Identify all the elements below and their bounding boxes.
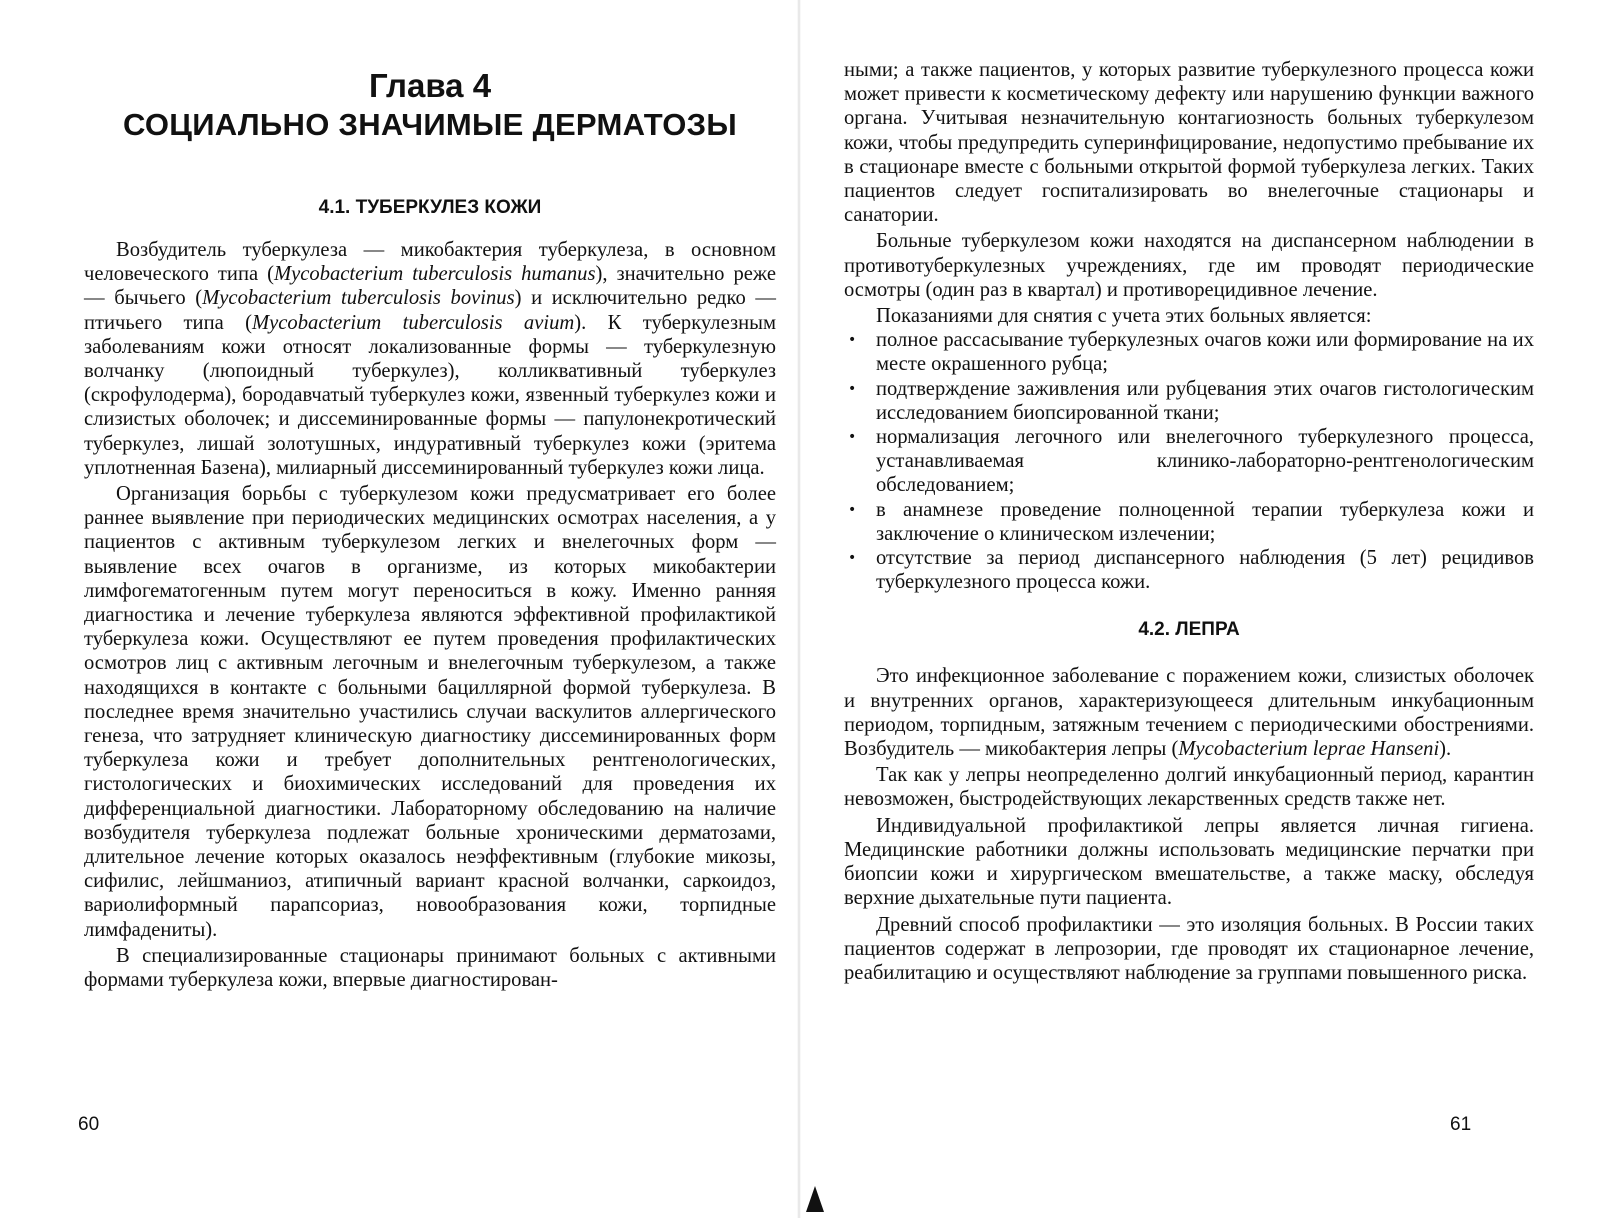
list-item xyxy=(844,546,1534,594)
section-title-tuberculosis: 4.1. ТУБЕРКУЛЕЗ КОЖИ xyxy=(318,197,542,218)
section-title-leprosy: 4.2. ЛЕПРА xyxy=(1138,619,1240,641)
paragraph-leprosy-definition xyxy=(844,664,1534,761)
paragraph-tb-organization: Организация борьбы с туберкулезом кожи предусматривает его более раннее выявление при периодических медицинских осмотрах населения, а у пациентов с активным туберкулезом легких и внелегочных форм — выявление всех очагов в организме, из которых микобактерии лимфогематогенным путем могут переноситься в кожу. Именно ранняя диагностика и лечение туберкулеза являются эффективной профилактикой туберкулеза кожи. Осуществляют ее путем проведения профилактических осмотров лиц с активным легочным и внелегочным туберкулезом, а также находящихся в контакте с больными бациллярной формой туберкулеза. В последнее время значительно участились случаи васкулитов аллергического генеза, что затрудняет клиническую диагностику диссеминированных форм туберкулеза кожи и требует дополнительных рентгенологических, гистологических и биохимических исследований для проведения их дифференциальной диагностики. Лабораторному обследованию на наличие возбудителя туберкулеза подлежат больные хроническими дерматозами, длительное лечение которых оказалось неэффективным (глубокие микозы, сифилис, лейшманиоз, атипичный вариант красной волчанки, саркоидоз, вариолиформный парапсориаз, новообразования кожи, торпидные лимфадениты). xyxy=(84,483,776,941)
paragraph-tb-hospitals: В специализированные стационары принимают больных с активными формами туберкулеза кожи, впервые диагностирован- xyxy=(84,944,776,992)
latin-term: Mycobacterium tuberculosis avium xyxy=(252,311,575,334)
list-item-text: нормализация легочного или внелегочного туберкулезного процесса, устанавливаемая клинико-лабораторно-рентгенологическим обследованием; xyxy=(876,426,1534,497)
list-item-text: отсутствие за период диспансерного наблюдения (5 лет) рецидивов туберкулезного процесса кожи. xyxy=(876,547,1534,594)
paragraph-leprosy-isolation: Древний способ профилактики — это изоляция больных. В России таких пациентов содержат в лепрозории, где проводят их стационарное лечение, реабилитацию и осуществляют наблюдение за группами повышенного риска. xyxy=(844,913,1534,984)
list-item-text: в анамнезе проведение полноценной терапии туберкулеза кожи и заключение о клиническом излечении; xyxy=(876,498,1534,545)
page-number-right: 61 xyxy=(1450,1114,1472,1135)
text-run: ) и исключительно редко — птичьего типа ( xyxy=(84,287,776,334)
bullet-icon: • xyxy=(848,550,857,567)
text-run: Возбудитель туберкулеза — микобактерия туберкулеза, в основном человеческого типа ( xyxy=(84,239,776,286)
paragraph-tb-pathogen xyxy=(84,238,776,480)
list-item xyxy=(844,377,1534,425)
list-item-text: полное рассасывание туберкулезных очагов кожи или формирование на их месте окрашенного рубца; xyxy=(876,329,1534,376)
list-item-text: подтверждение заживления или рубцевания этих очагов гистологическим исследованием биопсированной ткани; xyxy=(876,377,1534,424)
bullet-icon: • xyxy=(848,429,857,446)
chapter-title: СОЦИАЛЬНО ЗНАЧИМЫЕ ДЕРМАТОЗЫ xyxy=(122,107,738,142)
chapter-heading xyxy=(84,66,776,144)
bullet-icon: • xyxy=(848,501,857,518)
list-item xyxy=(844,498,1534,546)
page-number-left: 60 xyxy=(78,1114,100,1135)
text-run: ), значительно реже — бычьего ( xyxy=(84,263,776,310)
latin-term: Mycobacterium leprae Hanseni xyxy=(1178,738,1440,761)
paragraph-tb-continuation: ными; а также пациентов, у которых развитие туберкулезного процесса кожи может привести к косметическому дефекту или нарушению функции важного органа. Учитывая незначительную контагиозность больных туберкулезом кожи, чтобы предупредить суперинфицирование, недопустимо пребывание их в стационаре вместе с больными открытой формой туберкулеза легких. Таких пациентов следует госпитализировать во внелегочные стационары и санатории. xyxy=(844,59,1534,227)
latin-term: Mycobacterium tuberculosis humanus xyxy=(273,263,596,286)
bullet-icon: • xyxy=(848,332,857,349)
left-page xyxy=(0,0,800,1218)
text-run: ). К туберкулезным заболеваниям кожи относят локализованные формы — туберкулезную волчанку (люпоидный туберкулез), колликвативный туберкулез (скрофулодерма), бородавчатый туберкулез кожи, язвенный туберкулез кожи и слизистых оболочек; и диссеминированные формы — папулонекротический туберкулез, лишай золотушных, индуративный туберкулез кожи (эритема уплотненная Базена), милиарный диссеминированный туберкулез кожи лица. xyxy=(84,311,776,479)
paragraph-leprosy-quarantine: Так как у лепры неопределенно долгий инкубационный период, карантин невозможен, быстродействующих лекарственных средств также нет. xyxy=(844,764,1534,811)
right-page xyxy=(800,0,1601,1218)
spine-mark-icon xyxy=(806,1186,824,1212)
bullet-icon: • xyxy=(848,380,857,397)
text-run: Это инфекционное заболевание с поражением кожи, слизистых оболочек и внутренних органов, характеризующееся длительным инкубационным периодом, торпидным, затяжным течением с периодическими обострениями. Возбудитель — микобактерия лепры ( xyxy=(844,665,1534,761)
paragraph-leprosy-prophylaxis: Индивидуальной профилактикой лепры является личная гигиена. Медицинские работники должны использовать медицинские перчатки при биопсии кожи и хирургическом вмешательстве, а также маску, обследуя верхние дыхательные пути пациента. xyxy=(844,814,1534,910)
right-text-column xyxy=(844,58,1534,985)
paragraph-tb-indications: Показаниями для снятия с учета этих больных является: xyxy=(876,305,1372,328)
list-item xyxy=(844,328,1534,376)
list-item xyxy=(844,425,1534,498)
chapter-number: Глава 4 xyxy=(368,67,492,104)
latin-term: Mycobacterium tuberculosis bovinus xyxy=(202,287,515,310)
paragraph-tb-dispensary: Больные туберкулезом кожи находятся на диспансерном наблюдении в противотуберкулезных учреждениях, где им проводят периодические осмотры (один раз в квартал) и противорецидивное лечение. xyxy=(844,230,1534,301)
text-run: ). xyxy=(1439,738,1452,761)
indications-list xyxy=(844,328,1534,594)
left-text-column xyxy=(84,60,776,992)
